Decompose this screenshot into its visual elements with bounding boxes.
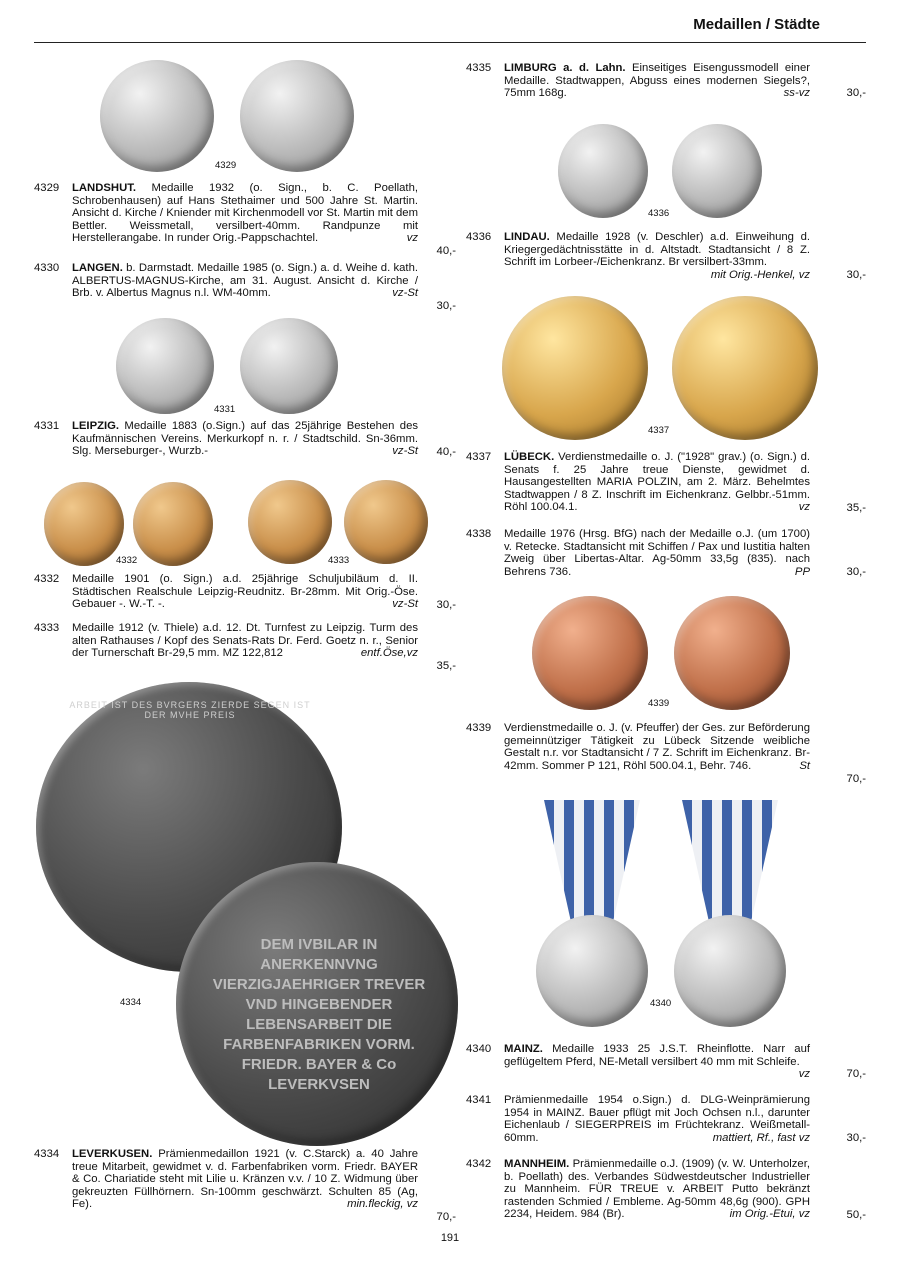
lot-price: 50,- [846,1209,866,1221]
lot-text: Medaille 1928 (v. Deschler) a.d. Einweihung d. Kriegergedächtnisstätte in d. Altstadt. Stadtansicht / 8 Z. Schrift im Lorbeer-/Eichenkranz. Br versilbert-33mm. [504,231,810,269]
lot-description [72,182,418,245]
lot-price: 30,- [846,1132,866,1144]
lot-number: 4329 [34,182,60,194]
lot-description [504,722,810,772]
lot-text: Medaille 1932 (o. Sign., b. C. Poellath, Schrobenhausen) auf Hans Stethaimer und 500 Jahre St. Martin. Ansicht d. Kirche / Kniender mit Kirchenmodell vor St. Martin mit dem Bettler. Weissmetall, versilbert-40mm. Randpunze mit Herstellerangabe. In runder Orig.-Pappschachtel. [72,182,418,245]
lot-price: 70,- [846,773,866,785]
lot-price: 70,- [846,1068,866,1080]
lot-description [504,231,810,281]
medal-image-4340-obverse [536,915,648,1027]
lot-price: 30,- [436,300,456,312]
lot-description [504,451,810,514]
ribbon-4340-right [682,800,778,930]
lot-condition: vz [798,501,810,514]
lot-price: 30,- [846,269,866,281]
lot-number: 4332 [34,573,60,585]
lot-number: 4331 [34,420,60,432]
lot-title: MAINZ. [504,1043,543,1055]
lot-text: Prämienmedaille 1954 o.Sign.) d. DLG-Weinprämierung 1954 in MAINZ. Bauer pflügt mit Joch Ochsen n.l., darunter Eichenlaub / SIEGERPREIS im Früchtekranz. Weißmetall-60mm. [504,1094,810,1144]
lot-text: Medaille 1933 25 J.S.T. Rheinflotte. Narr auf geflügeltem Pferd, NE-Metall versilbert 40 mm mit Schleife. [504,1043,810,1068]
page-title: Medaillen / Städte [693,16,820,33]
ribbon-4340-left [544,800,640,930]
lot-number: 4342 [466,1158,492,1170]
medal-image-4337-reverse [672,296,818,440]
picture-label-4329: 4329 [215,160,237,171]
picture-label-4331: 4331 [214,404,236,415]
lot-price: 40,- [436,245,456,257]
medal-image-4332-obverse [44,482,124,566]
lot-price: 30,- [436,599,456,611]
lot-number: 4336 [466,231,492,243]
medal-image-4336-reverse [672,124,762,218]
header-divider [34,42,866,43]
medal-image-4333-obverse [248,480,332,564]
lot-text: Prämienmedaille o.J. (1909) (v. W. Unterholzer, b. Poellath) des. Verbandes Südwestdeutscher Industrieller zu Mannheim. FÜR TREUE v. ARBEIT Putto bekränzt rastenden Schmied / Embleme. Ag-50mm 48,6g (900). GPH 2234, Heidem. 984 (Br). [504,1158,810,1221]
lot-condition: vz [798,1068,810,1081]
lot-number: 4334 [34,1148,60,1160]
medal-image-4339-reverse [674,596,790,710]
picture-label-4336: 4336 [648,208,670,219]
lot-number: 4339 [466,722,492,734]
medal-4334-obverse-inscription: ARBEIT IST DES BVRGERS ZIERDE SEGEN IST DER MVHE PREIS [69,700,311,720]
medal-image-4331-reverse [240,318,338,414]
lot-text: Einseitiges Eisengussmodell einer Medaille. Stadtwappen, Abguss eines modernen Siegels?, 75mm 168g. [504,62,811,100]
lot-price: 70,- [436,1211,456,1223]
lot-condition: entf.Öse,vz [360,647,418,660]
lot-price: 35,- [436,660,456,672]
lot-text: Medaille 1976 (Hrsg. BfG) nach der Medaille o.J. (um 1700) v. Retecke. Stadtansicht mit Schiffen / Pax und Iustitia halten Zweig über Libertas-Altar. Ag-50mm 33,5g (835). nach Behrens 736. [504,528,810,578]
lot-description [504,1158,810,1221]
picture-label-4332: 4332 [116,555,138,566]
lot-description [72,573,418,611]
medal-image-4337-obverse [502,296,648,440]
lot-title: LÜBECK. [504,451,555,463]
lot-text: b. Darmstadt. Medaille 1985 (o. Sign.) a. d. Weihe d. kath. ALBERTUS-MAGNUS-Kirche, am 31. August. Ansicht d. Kirche / Brb. v. Albertus Magnus n.l. WM-40mm. [72,262,418,300]
medal-image-4340-reverse [674,915,786,1027]
lot-description [504,62,810,100]
lot-condition: vz [406,232,418,245]
lot-condition: mattiert, Rf., fast vz [712,1131,810,1144]
lot-number: 4333 [34,622,60,634]
lot-price: 30,- [846,566,866,578]
picture-label-4339: 4339 [648,698,670,709]
lot-condition: vz-St [392,445,418,458]
lot-condition: vz-St [392,287,418,300]
lot-description [504,528,810,578]
lot-condition: min.fleckig, vz [347,1198,418,1211]
lot-description [72,1148,418,1211]
medal-4334-reverse-inscription: DEM IVBILAR IN ANERKENNVNG VIERZIGJAEHRIGER TREVER VND HINGEBENDER LEBENSARBEIT DIE FARBENFABRIKEN VORM. FRIEDR. BAYER & Co LEVERKVSEN [212,936,426,1093]
lot-number: 4337 [466,451,492,463]
picture-label-4333: 4333 [328,555,350,566]
medal-image-4329-obverse [100,60,214,172]
medal-image-4339-obverse [532,596,648,710]
lot-condition: ss-vz [783,87,810,100]
lot-number: 4330 [34,262,60,274]
lot-title: LEVERKUSEN. [72,1148,153,1160]
lot-condition: im Orig.-Etui, vz [729,1208,810,1221]
lot-description [72,262,418,300]
lot-text: Prämienmedaillon 1921 (v. C.Starck) a. 40 Jahre treue Mitarbeit, gewidmet v. d. Farbenfabriken vorm. Friedr. BAYER & Co. Chariatide steht mit Lilie u. Kränzen v.v. / 10 Z. Widmung über gekreuzten Füllhörnern. Sn-100mm geschwärzt. Schulten 85 (Ag, Fe). [72,1148,418,1211]
page-number: 191 [440,1232,460,1244]
lot-condition: PP [794,565,810,578]
lot-text: Medaille 1883 (o.Sign.) auf das 25jährige Bestehen des Kaufmännischen Vereins. Merkurkopf n. r. / Stadtschild. Sn-36mm. Slg. Merseburger-, Wurzb.- [72,420,419,458]
lot-text: Verdienstmedaille o. J. ("1928" grav.) (o. Sign.) d. Senats f. 25 Jahre treue Dienste, gewidmet d. Hausangestellten MARIA POLZIN, am 2. März. Behelmtes Stadtwappen / 8 Z. Inschrift im Eichenkranz. Gelbbr.-51mm. Röhl 100.04.1. [504,451,811,514]
picture-label-4334: 4334 [120,997,142,1008]
lot-description [504,1094,810,1144]
lot-title: MANNHEIM. [504,1158,570,1170]
lot-number: 4335 [466,62,492,74]
lot-condition: vz-St [392,598,418,611]
lot-text: Verdienstmedaille o. J. (v. Pfeuffer) der Ges. zur Beförderung gemeinnütziger Tätigkeit zu Lübeck Sitzende weibliche Gestalt n.r. vor Stadtansicht / 7 Z. Schrift im Eichenkranz. Br-42mm. Sommer P 121, Röhl 500.04.1, Behr. 746. [504,722,810,772]
medal-image-4329-reverse [240,60,354,172]
lot-title: LEIPZIG. [72,420,120,432]
lot-description [72,622,418,660]
medal-image-4332-reverse [133,482,213,566]
lot-description [504,1043,810,1081]
lot-number: 4341 [466,1094,492,1106]
lot-price: 35,- [846,502,866,514]
lot-number: 4338 [466,528,492,540]
lot-number: 4340 [466,1043,492,1055]
lot-title: LIMBURG a. d. Lahn. [504,62,626,74]
lot-text: Medaille 1901 (o. Sign.) a.d. 25jährige Schuljubiläum d. II. Städtischen Realschule Leipzig-Reudnitz. Br-28mm. Mit Orig.-Öse. Gebauer -. W.-T. -. [72,573,418,611]
lot-title: LANDSHUT. [72,182,137,194]
picture-label-4340: 4340 [650,998,672,1009]
lot-description [72,420,418,458]
picture-label-4337: 4337 [648,425,670,436]
medal-image-4333-reverse [344,480,428,564]
lot-text: Medaille 1912 (v. Thiele) a.d. 12. Dt. Turnfest zu Leipzig. Turm des alten Rathauses / Kopf des Senats-Rats Dr. Ferd. Goetz n. r., Senior der Turnerschaft Br-29,5 mm. MZ 122,812 [72,622,418,660]
lot-title: LANGEN. [72,262,123,274]
lot-price: 40,- [436,446,456,458]
medal-image-4331-obverse [116,318,214,414]
lot-condition: mit Orig.-Henkel, vz [710,268,810,281]
lot-price: 30,- [846,87,866,99]
lot-condition: St [799,759,810,772]
medal-image-4336-obverse [558,124,648,218]
lot-title: LINDAU. [504,231,550,243]
